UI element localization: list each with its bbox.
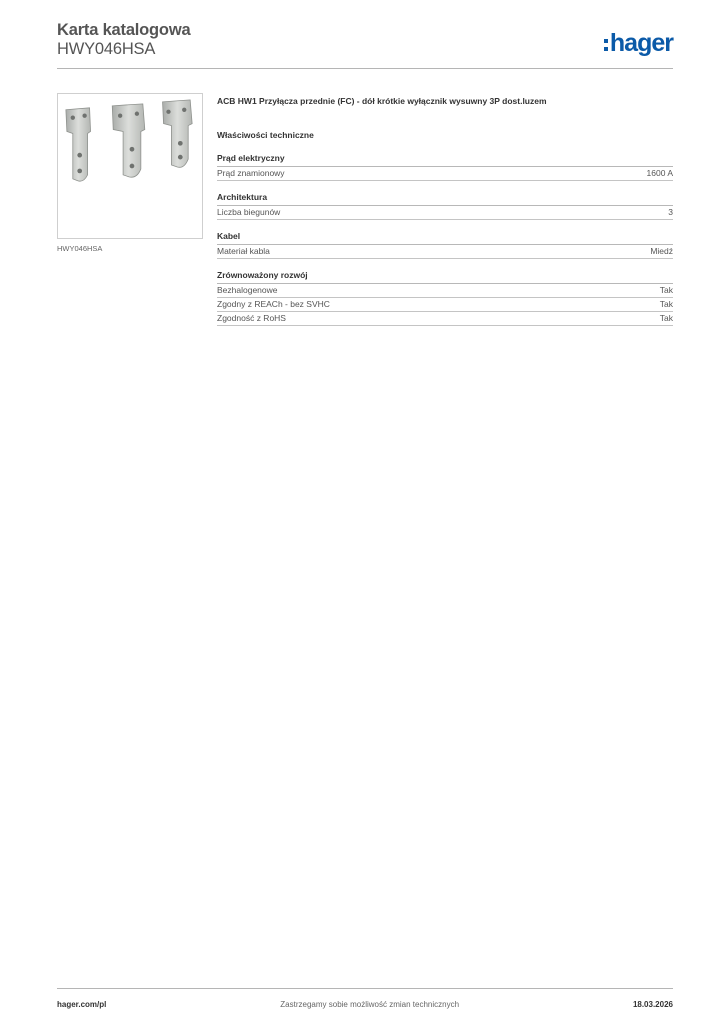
product-code: HWY046HSA bbox=[57, 40, 156, 58]
spec-group-electric bbox=[217, 153, 673, 181]
spec-row bbox=[217, 167, 673, 181]
image-caption: HWY046HSA bbox=[57, 244, 103, 253]
logo-text: hager bbox=[609, 29, 673, 57]
spec-label: Zgodny z REACh - bez SVHC bbox=[217, 299, 330, 309]
spec-label: Zgodność z RoHS bbox=[217, 313, 286, 323]
page-header bbox=[57, 20, 673, 70]
spec-value: Tak bbox=[659, 313, 673, 323]
spec-row bbox=[217, 284, 673, 298]
spec-label: Bezhalogenowe bbox=[217, 285, 278, 295]
spec-row bbox=[217, 298, 673, 312]
spec-label: Prąd znamionowy bbox=[217, 168, 285, 178]
spec-group-title: Zrównoważony rozwój bbox=[217, 270, 673, 284]
spec-group-sustainability bbox=[217, 270, 673, 326]
header-divider bbox=[57, 68, 673, 69]
spec-label: Materiał kabla bbox=[217, 246, 270, 256]
logo-dots-icon bbox=[604, 39, 608, 51]
product-image bbox=[57, 93, 203, 239]
terminal-connectors-icon bbox=[58, 94, 202, 238]
footer-note: Zastrzegamy sobie możliwość zmian technicznych bbox=[280, 999, 460, 1009]
spec-row bbox=[217, 206, 673, 220]
spec-group-title: Kabel bbox=[217, 231, 673, 245]
spec-group-architecture bbox=[217, 192, 673, 220]
page-footer bbox=[57, 997, 673, 1011]
product-description: ACB HW1 Przyłącza przednie (FC) - dół krótkie wyłącznik wysuwny 3P dost.luzem bbox=[217, 96, 547, 106]
spec-group-title: Prąd elektryczny bbox=[217, 153, 673, 167]
spec-value: Tak bbox=[659, 285, 673, 295]
spec-value: 1600 A bbox=[646, 168, 673, 178]
spec-group-cable bbox=[217, 231, 673, 259]
hager-logo bbox=[604, 28, 673, 58]
product-details bbox=[217, 95, 673, 326]
footer-date: 18.03.2026 bbox=[632, 999, 673, 1009]
spec-row bbox=[217, 312, 673, 326]
spec-label: Liczba biegunów bbox=[217, 207, 281, 217]
spec-value: 3 bbox=[668, 207, 673, 217]
section-heading: Właściwości techniczne bbox=[217, 130, 314, 140]
footer-link[interactable]: hager.com/pl bbox=[57, 999, 107, 1009]
footer-divider bbox=[57, 988, 673, 989]
document-title: Karta katalogowa bbox=[57, 21, 191, 39]
spec-group-title: Architektura bbox=[217, 192, 673, 206]
spec-value: Miedź bbox=[650, 246, 673, 256]
spec-row bbox=[217, 245, 673, 259]
spec-value: Tak bbox=[659, 299, 673, 309]
